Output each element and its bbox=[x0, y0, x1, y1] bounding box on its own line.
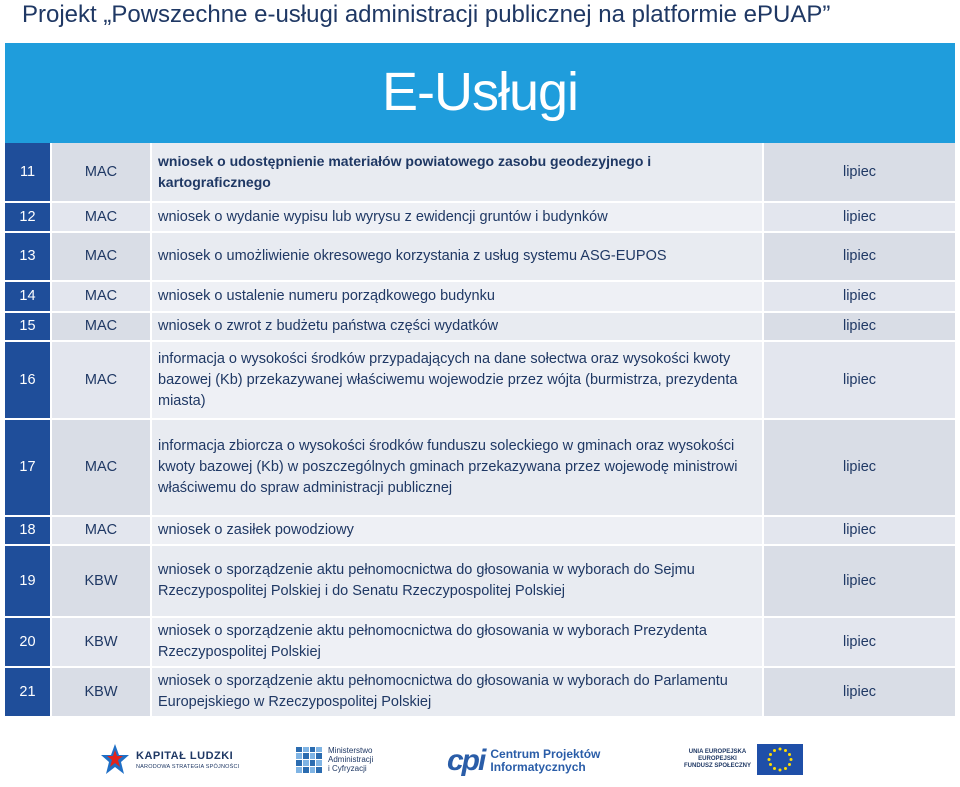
table-row bbox=[5, 341, 955, 419]
ministerstwo-logo bbox=[296, 746, 373, 773]
row-code: KBW bbox=[51, 667, 151, 717]
row-number: 17 bbox=[5, 419, 51, 516]
row-month: lipiec bbox=[763, 617, 955, 667]
row-month: lipiec bbox=[763, 281, 955, 312]
row-description: wniosek o umożliwienie okresowego korzystania z usług systemu ASG-EUPOS bbox=[151, 232, 763, 281]
table-row bbox=[5, 667, 955, 717]
cpi-logo bbox=[447, 744, 600, 778]
row-description: wniosek o sporządzenie aktu pełnomocnictwa do głosowania w wyborach do Sejmu Rzeczypospolitej Polskiej i do Senatu Rzeczypospolitej Polskiej bbox=[151, 545, 763, 617]
table-row bbox=[5, 545, 955, 617]
row-description: wniosek o wydanie wypisu lub wyrysu z ewidencji gruntów i budynków bbox=[151, 202, 763, 232]
ministerstwo-line3: i Cyfryzacji bbox=[328, 764, 367, 773]
row-number: 14 bbox=[5, 281, 51, 312]
row-number: 16 bbox=[5, 341, 51, 419]
row-code: KBW bbox=[51, 545, 151, 617]
row-description: wniosek o ustalenie numeru porządkowego budynku bbox=[151, 281, 763, 312]
ue-logo bbox=[684, 744, 803, 775]
eu-flag-icon bbox=[757, 744, 803, 775]
row-number: 11 bbox=[5, 143, 51, 202]
row-description: wniosek o zasiłek powodziowy bbox=[151, 516, 763, 545]
kapital-ludzki-subtext: NARODOWA STRATEGIA SPÓJNOŚCI bbox=[136, 764, 240, 770]
row-month: lipiec bbox=[763, 419, 955, 516]
table-row bbox=[5, 202, 955, 232]
cpi-mark-icon: cpi bbox=[447, 744, 485, 777]
ue-line3: FUNDUSZ SPOŁECZNY bbox=[684, 763, 752, 769]
ministerstwo-line1: Ministerstwo bbox=[328, 746, 373, 755]
row-month: lipiec bbox=[763, 667, 955, 717]
row-description: wniosek o sporządzenie aktu pełnomocnictwa do głosowania w wyborach do Parlamentu Europejskiego w Rzeczypospolitej Polskiej bbox=[151, 667, 763, 717]
banner-title: E-Usługi bbox=[381, 62, 579, 122]
row-code: MAC bbox=[51, 143, 151, 202]
row-code: MAC bbox=[51, 419, 151, 516]
table-row bbox=[5, 617, 955, 667]
row-month: lipiec bbox=[763, 312, 955, 341]
row-description: wniosek o sporządzenie aktu pełnomocnictwa do głosowania w wyborach Prezydenta Rzeczypospolitej Polskiej bbox=[151, 617, 763, 667]
row-code: MAC bbox=[51, 312, 151, 341]
banner bbox=[5, 43, 955, 143]
row-code: MAC bbox=[51, 516, 151, 545]
cpi-line1: Centrum Projektów bbox=[490, 747, 601, 761]
kapital-ludzki-text: KAPITAŁ LUDZKI bbox=[136, 750, 234, 762]
row-number: 21 bbox=[5, 667, 51, 717]
table-row bbox=[5, 312, 955, 341]
row-month: lipiec bbox=[763, 202, 955, 232]
row-code: KBW bbox=[51, 617, 151, 667]
row-number: 12 bbox=[5, 202, 51, 232]
row-code: MAC bbox=[51, 341, 151, 419]
row-description: wniosek o udostępnienie materiałów powiatowego zasobu geodezyjnego i kartograficznego bbox=[151, 143, 763, 202]
row-description: informacja zbiorcza o wysokości środków funduszu soleckiego w gminach oraz wysokości kwoty bazowej (Kb) w poszczególnych gminach przekazywana przez wojewodę ministrowi właściwemu do spraw administracji publicznej bbox=[151, 419, 763, 516]
table-row bbox=[5, 281, 955, 312]
kapital-ludzki-star-icon bbox=[100, 742, 130, 778]
ministerstwo-grid-icon bbox=[296, 747, 322, 773]
row-month: lipiec bbox=[763, 232, 955, 281]
row-description: wniosek o zwrot z budżetu państwa części wydatków bbox=[151, 312, 763, 341]
row-month: lipiec bbox=[763, 143, 955, 202]
footer-logos bbox=[0, 730, 960, 787]
row-code: MAC bbox=[51, 232, 151, 281]
cpi-line2: Informatycznych bbox=[490, 760, 586, 774]
row-number: 20 bbox=[5, 617, 51, 667]
table-row bbox=[5, 232, 955, 281]
row-number: 13 bbox=[5, 232, 51, 281]
row-number: 15 bbox=[5, 312, 51, 341]
kapital-ludzki-logo bbox=[100, 742, 239, 778]
services-table bbox=[5, 143, 955, 718]
ue-line2: EUROPEJSKI bbox=[698, 756, 737, 762]
row-description: informacja o wysokości środków przypadających na dane sołectwa oraz wysokości kwoty bazowej (Kb) przekazywanej właściwemu wojewodzie przez wójta (burmistrza, prezydenta miasta) bbox=[151, 341, 763, 419]
ministerstwo-line2: Administracji bbox=[328, 755, 374, 764]
table-row bbox=[5, 143, 955, 202]
row-month: lipiec bbox=[763, 341, 955, 419]
table-row bbox=[5, 516, 955, 545]
row-month: lipiec bbox=[763, 545, 955, 617]
row-code: MAC bbox=[51, 281, 151, 312]
row-month: lipiec bbox=[763, 516, 955, 545]
row-number: 18 bbox=[5, 516, 51, 545]
row-code: MAC bbox=[51, 202, 151, 232]
page-title: Projekt „Powszechne e-usługi administracji publicznej na platformie ePUAP” bbox=[22, 1, 831, 28]
ue-line1: UNIA EUROPEJSKA bbox=[688, 749, 747, 755]
row-number: 19 bbox=[5, 545, 51, 617]
table-row bbox=[5, 419, 955, 516]
